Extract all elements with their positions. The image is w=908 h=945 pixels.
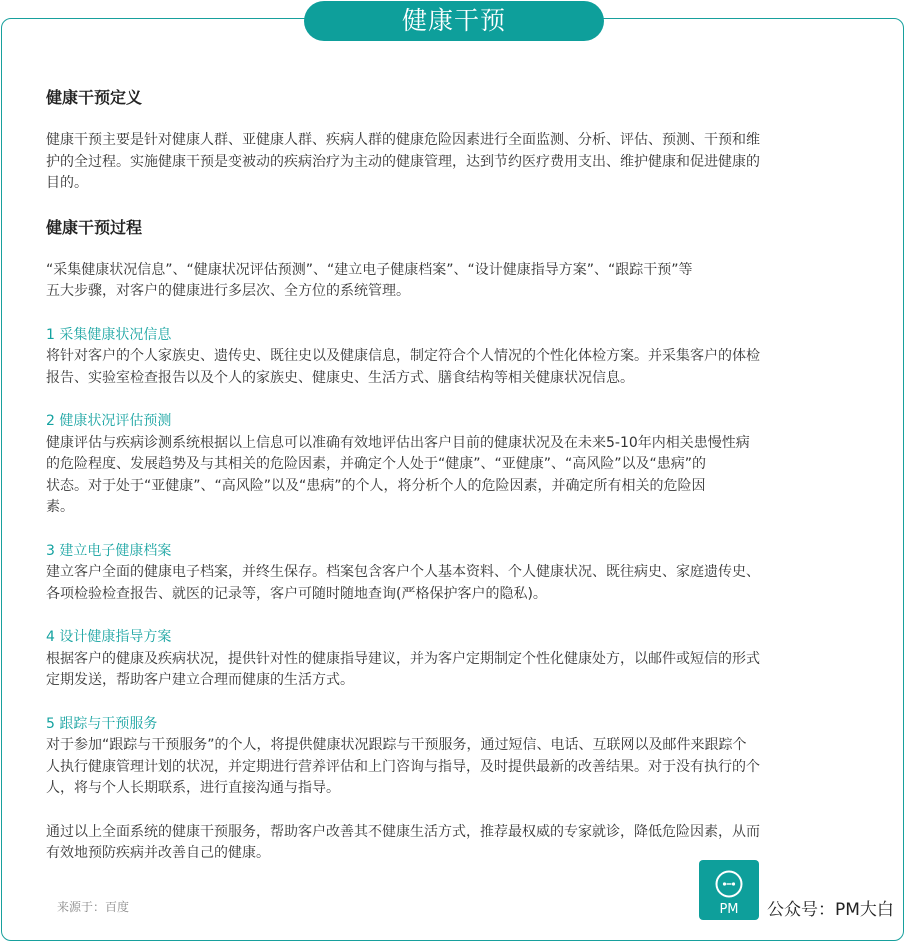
process-intro-line: “采集健康状况信息”、“健康状况评估预测”、“建立电子健康档案”、“设计健康指导方案”、“跟踪干预”等 <box>46 261 693 278</box>
article-body <box>46 86 866 865</box>
step-line: 将针对客户的个人家族史、遗传史、既往史以及健康信息，制定符合个人情况的个性化体检方案。并采集客户的体检 <box>46 348 760 364</box>
step-line: 定期发送，帮助客户建立合理而健康的生活方式。 <box>46 672 354 688</box>
badge-label: PM <box>719 902 739 917</box>
definition-line: 目的。 <box>46 175 88 191</box>
step-line: 人执行健康管理计划的状况，并定期进行营养评估和上门咨询与指导，及时提供最新的改善结果。对于没有执行的个 <box>46 758 760 775</box>
step-line: 的危险程度、发展趋势及与其相关的危险因素，并确定个人处于“健康”、“亚健康”、“高风险”以及“患病”的 <box>46 456 707 472</box>
step-line: 各项检验检查报告、就医的记录等，客户可随时随地查询(严格保护客户的隐私)。 <box>46 585 547 602</box>
step-title: 1 采集健康状况信息 <box>46 326 172 343</box>
source-note: 来源于：百度 <box>57 900 130 914</box>
step-line: 对于参加“跟踪与干预服务”的个人，将提供健康状况跟踪与干预服务，通过短信、电话、互联网以及邮件来跟踪个 <box>46 737 747 753</box>
process-step <box>46 627 866 692</box>
definition-line: 健康干预主要是针对健康人群、亚健康人群、疾病人群的健康危险因素进行全面监测、分析、评估、预测、干预和维 <box>46 132 760 148</box>
conclusion-line: 通过以上全面系统的健康干预服务，帮助客户改善其不健康生活方式，推荐最权威的专家就诊，降低危险因素，从而 <box>46 823 760 840</box>
conclusion-line: 有效地预防疾病并改善自己的健康。 <box>46 845 270 861</box>
step-title: 2 健康状况评估预测 <box>46 413 172 429</box>
step-title: 3 建立电子健康档案 <box>46 542 172 559</box>
process-step <box>46 714 866 800</box>
smiley-face-icon <box>714 869 744 899</box>
step-line: 素。 <box>46 499 74 515</box>
process-step <box>46 411 866 519</box>
step-line: 根据客户的健康及疾病状况，提供针对性的健康指导建议，并为客户定期制定个性化健康处方，以邮件或短信的形式 <box>46 650 760 667</box>
process-intro-line: 五大步骤，对客户的健康进行多层次、全方位的系统管理。 <box>46 283 410 299</box>
definition-heading: 健康干预定义 <box>46 88 143 107</box>
step-line: 报告、实验室检查报告以及个人的家族史、健康史、生活方式、膳食结构等相关健康状况信息。 <box>46 369 634 386</box>
step-title: 5 跟踪与干预服务 <box>46 715 158 732</box>
step-line: 建立客户全面的健康电子档案，并终生保存。档案包含客户个人基本资料、个人健康状况、既往病史、家庭遗传史、 <box>46 564 760 580</box>
step-title: 4 设计健康指导方案 <box>46 629 172 645</box>
process-heading: 健康干预过程 <box>46 217 143 237</box>
process-step <box>46 541 866 606</box>
step-line: 状态。对于处于“亚健康”、“高风险”以及“患病”的个人，将分析个人的危险因素，并确定所有相关的危险因 <box>46 477 706 494</box>
page-title: 健康干预 <box>304 1 604 41</box>
wechat-account: 公众号：PM大白 <box>767 900 894 920</box>
definition-line: 护的全过程。实施健康干预是变被动的疾病治疗为主动的健康管理，达到节约医疗费用支出、维护健康和促进健康的 <box>46 153 760 170</box>
step-line: 健康评估与疾病诊测系统根据以上信息可以准确有效地评估出客户目前的健康状况及在未来5-10年内相关患慢性病 <box>46 434 750 451</box>
step-line: 人，将与个人长期联系，进行直接沟通与指导。 <box>46 780 340 796</box>
pm-badge <box>699 860 759 920</box>
process-step <box>46 325 866 390</box>
